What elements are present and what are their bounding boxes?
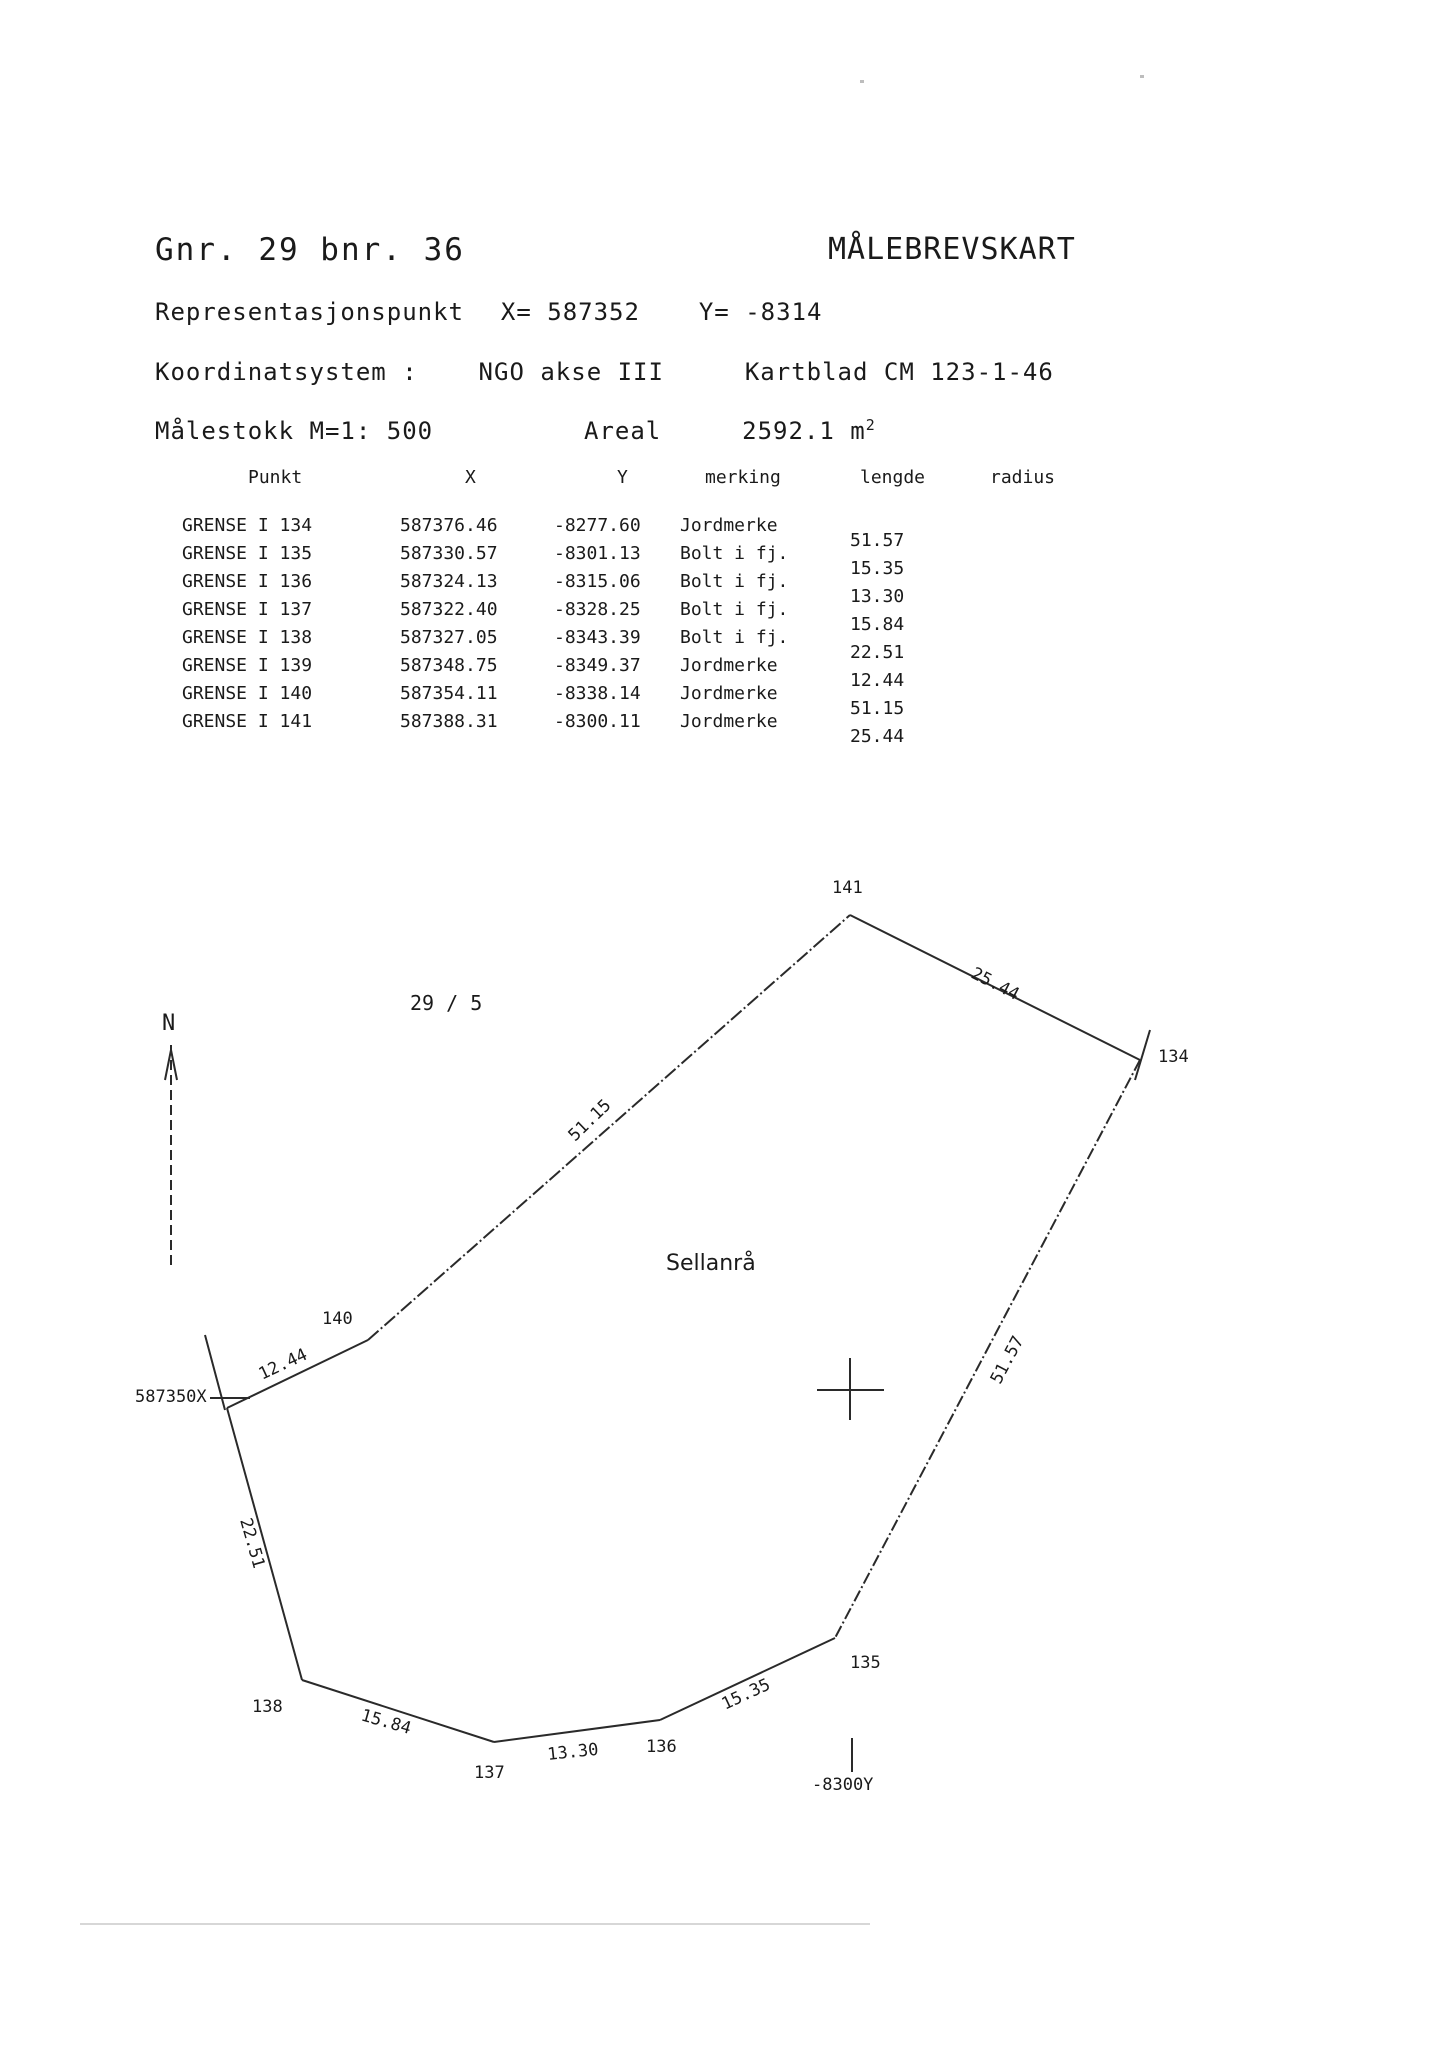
point-label-134: 134 — [1158, 1047, 1189, 1067]
point-x: 587354.11 — [400, 683, 498, 704]
point-id: GRENSE I 141 — [182, 711, 313, 732]
coord-system-value: NGO akse III — [478, 358, 664, 386]
point-id: GRENSE I 139 — [182, 655, 313, 676]
map-sheet: Kartblad CM 123-1-46 — [744, 358, 1054, 386]
length-value: 51.57 — [850, 530, 905, 551]
point-marking: Bolt i fj. — [680, 543, 789, 564]
point-marking: Jordmerke — [680, 515, 778, 536]
point-tick — [1135, 1030, 1150, 1080]
y-grid-label: -8300Y — [812, 1775, 874, 1795]
length-value: 25.44 — [850, 726, 905, 747]
area-value: 2592.1 m — [742, 417, 866, 445]
scan-speck — [1140, 75, 1144, 78]
point-y: -8343.39 — [554, 627, 641, 648]
edge-length-140-141: 51.15 — [564, 1095, 616, 1146]
col-header-lengde: lengde — [860, 467, 926, 488]
rep-point-y: Y= -8314 — [698, 298, 823, 326]
point-id: GRENSE I 135 — [182, 543, 313, 564]
boundary-edge — [227, 1408, 302, 1680]
point-marking: Jordmerke — [680, 655, 778, 676]
point-marking: Jordmerke — [680, 683, 778, 704]
boundary-edge — [835, 1060, 1140, 1638]
edge-length-134-135: 51.57 — [986, 1332, 1029, 1388]
point-y: -8300.11 — [554, 711, 641, 732]
length-value: 15.35 — [850, 558, 905, 579]
parcel-name: Sellanrå — [666, 1251, 756, 1276]
col-header-punkt: Punkt — [248, 467, 303, 488]
length-value: 22.51 — [850, 642, 905, 663]
point-y: -8315.06 — [554, 571, 641, 592]
point-label-135: 135 — [850, 1653, 881, 1673]
point-x: 587330.57 — [400, 543, 498, 564]
point-marking: Jordmerke — [680, 711, 778, 732]
length-value: 51.15 — [850, 698, 905, 719]
edge-length-135-136: 15.35 — [718, 1674, 774, 1715]
point-label-140: 140 — [322, 1309, 353, 1329]
boundary-edge — [494, 1720, 660, 1742]
rep-point-x: X= 587352 — [500, 298, 640, 326]
point-y: -8277.60 — [554, 515, 641, 536]
document-type-title: MÅLEBREVSKART — [828, 232, 1076, 267]
point-ticks — [205, 1030, 1150, 1772]
point-y: -8328.25 — [554, 599, 641, 620]
coord-system-label: Koordinatsystem : — [155, 358, 418, 386]
length-value: 13.30 — [850, 586, 905, 607]
point-id: GRENSE I 140 — [182, 683, 313, 704]
point-x: 587388.31 — [400, 711, 498, 732]
point-id: GRENSE I 137 — [182, 599, 313, 620]
edge-length-139-140: 12.44 — [255, 1344, 311, 1385]
scan-artifact-line — [80, 1923, 870, 1925]
north-label: N — [162, 1011, 176, 1036]
col-header-merking: merking — [705, 467, 781, 488]
boundary-edge — [368, 915, 850, 1340]
point-label-141: 141 — [832, 878, 863, 898]
point-label-136: 136 — [646, 1737, 677, 1757]
rep-point-label: Representasjonspunkt — [155, 298, 464, 326]
point-x: 587322.40 — [400, 599, 498, 620]
point-y: -8338.14 — [554, 683, 641, 704]
north-arrow — [162, 1011, 177, 1270]
point-x: 587376.46 — [400, 515, 498, 536]
scan-speck — [860, 80, 864, 83]
property-id-title: Gnr. 29 bnr. 36 — [155, 232, 465, 268]
point-x: 587348.75 — [400, 655, 498, 676]
col-header-radius: radius — [990, 467, 1056, 488]
point-label-137: 137 — [474, 1763, 505, 1783]
point-x: 587324.13 — [400, 571, 498, 592]
neighbour-parcel-label: 29 / 5 — [410, 991, 483, 1015]
point-marking: Bolt i fj. — [680, 627, 789, 648]
x-grid-label: 587350X — [135, 1387, 207, 1407]
edge-length-138-139: 22.51 — [235, 1515, 269, 1571]
edge-length-137-138: 15.84 — [358, 1705, 414, 1739]
point-y: -8349.37 — [554, 655, 641, 676]
col-header-y: Y — [617, 467, 628, 488]
edge-length-141-134: 25.44 — [967, 963, 1023, 1005]
point-x: 587327.05 — [400, 627, 498, 648]
area-unit-exponent: 2 — [865, 416, 876, 434]
representative-point-cross-icon — [817, 1358, 884, 1420]
point-label-138: 138 — [252, 1697, 283, 1717]
point-id: GRENSE I 138 — [182, 627, 313, 648]
parcel-boundary — [227, 915, 1140, 1742]
point-id: GRENSE I 136 — [182, 571, 313, 592]
scale: Målestokk M=1: 500 — [155, 417, 434, 445]
edge-length-136-137: 13.30 — [546, 1739, 600, 1765]
point-marking: Bolt i fj. — [680, 571, 789, 592]
col-header-x: X — [465, 467, 476, 488]
length-value: 15.84 — [850, 614, 905, 635]
point-marking: Bolt i fj. — [680, 599, 789, 620]
area-label: Areal — [584, 417, 662, 445]
point-y: -8301.13 — [554, 543, 641, 564]
point-id: GRENSE I 134 — [182, 515, 313, 536]
length-value: 12.44 — [850, 670, 905, 691]
boundary-edge — [660, 1638, 835, 1720]
